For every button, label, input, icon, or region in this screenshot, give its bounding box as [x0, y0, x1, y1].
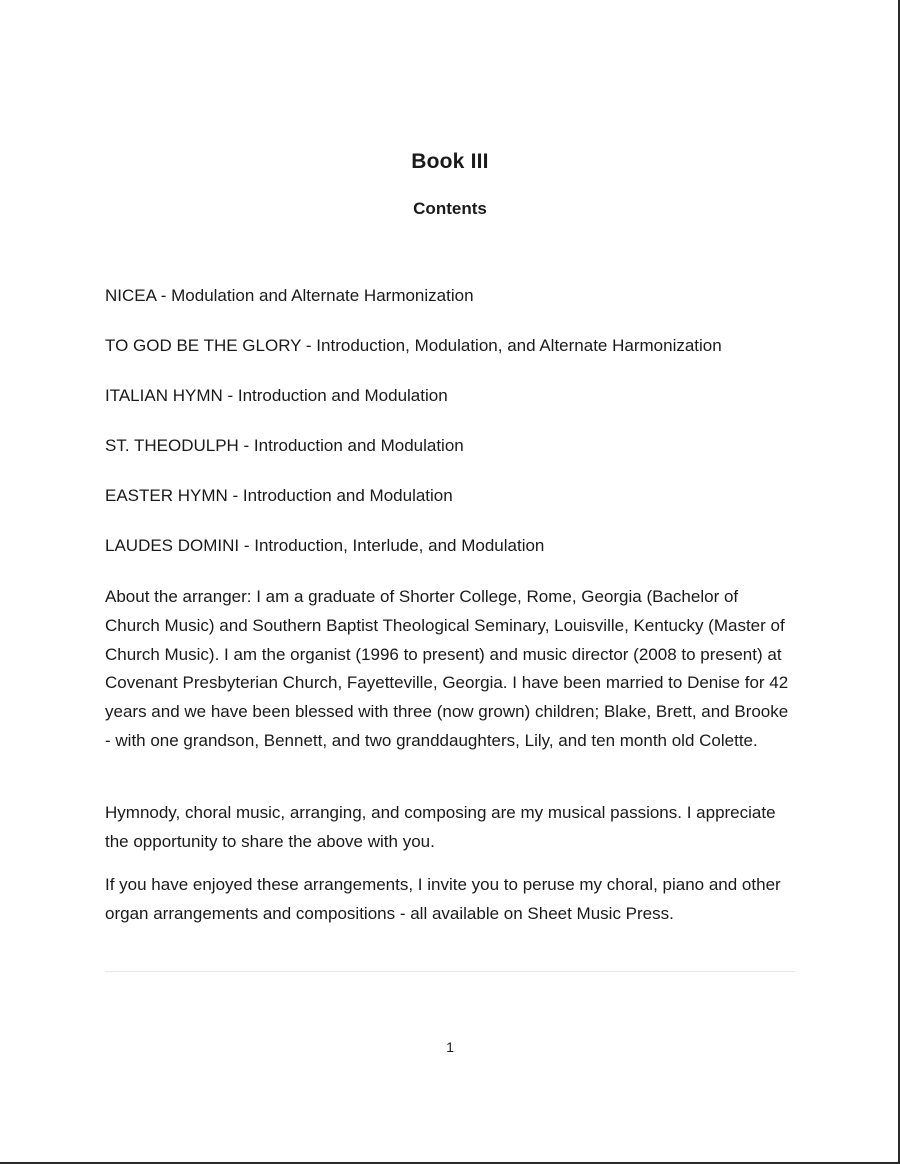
contents-item-to-god-be-the-glory: TO GOD BE THE GLORY - Introduction, Modulation, and Alternate Harmonization	[105, 336, 722, 355]
page-title: Book III	[411, 150, 489, 173]
contents-heading: Contents	[413, 199, 487, 218]
contents-item-italian-hymn: ITALIAN HYMN - Introduction and Modulation	[105, 386, 448, 405]
contents-item-nicea: NICEA - Modulation and Alternate Harmonization	[105, 286, 474, 305]
contents-item-laudes-domini: LAUDES DOMINI - Introduction, Interlude, and Modulation	[105, 536, 545, 555]
musical-passions-paragraph: Hymnody, choral music, arranging, and composing are my musical passions. I appreciate the opportunity to share the above with you.	[105, 803, 776, 851]
contents-item-easter-hymn: EASTER HYMN - Introduction and Modulation	[105, 486, 453, 505]
contents-list	[105, 285, 805, 585]
page-number: 1	[446, 1039, 454, 1055]
about-arranger-paragraph: About the arranger: I am a graduate of Shorter College, Rome, Georgia (Bachelor of Church Music) and Southern Baptist Theological Seminary, Louisville, Kentucky (Master of Church Music). I am the organist (1996 to present) and music director (2008 to present) at Covenant Presbyterian Church, Fayetteville, Georgia. I have been married to Denise for 42 years and we have been blessed with three (now grown) children; Blake, Brett, and Brooke - with one grandson, Bennett, and two granddaughters, Lily, and ten month old Colette.	[105, 587, 789, 750]
invitation-paragraph: If you have enjoyed these arrangements, I invite you to peruse my choral, piano and other organ arrangements and compositions - all available on Sheet Music Press.	[105, 875, 781, 923]
divider	[105, 971, 795, 972]
contents-item-st-theodulph: ST. THEODULPH - Introduction and Modulation	[105, 436, 464, 455]
